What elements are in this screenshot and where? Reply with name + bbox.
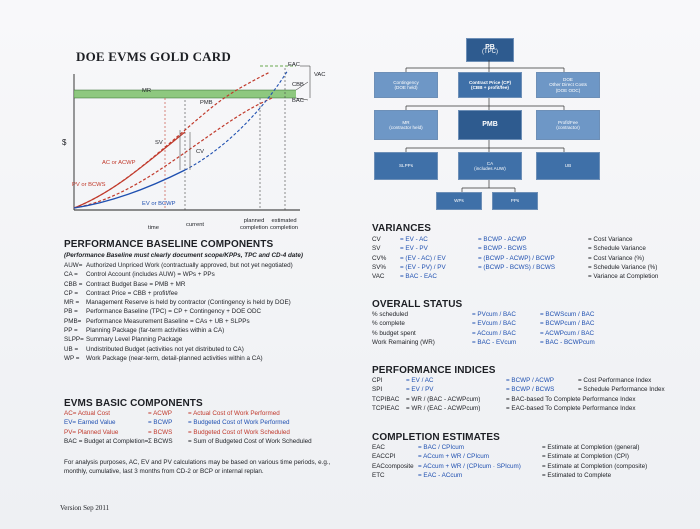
pbc-row: PP = Planning Package (far-term activities within a CA) (64, 327, 225, 335)
variance-row: VAC = BAC - EAC = Variance at Completion (372, 273, 659, 281)
cbb-label: CBB (292, 82, 304, 88)
basic-heading: EVMS BASIC COMPONENTS (64, 398, 203, 409)
ev-label: EV or BCWP (142, 201, 176, 207)
sv-label: SV (155, 140, 163, 146)
index-row: TCPIBAC = WR / (BAC - ACWPcum) = BAC-based To Complete Performance Index (372, 395, 636, 403)
variance-row: SV = EV - PV = BCWP - BCWS = Schedule Variance (372, 245, 646, 253)
pv-curve (74, 98, 272, 208)
org-pmb: PMB (458, 110, 522, 140)
completion-row: ETC = EAC - ACcum = Estimated to Complete (372, 471, 612, 479)
pbc-row: PMB= Performance Measurement Baseline = CAs + UB + SLPPs (64, 317, 250, 325)
basic-row: EV= Earned Value = BCWP = Budgeted Cost of Work Performed (64, 419, 290, 427)
pbc-row: CA = Control Account (includes AUW) = WPs + PPs (64, 271, 215, 279)
org-profit: Profit/Fee (contractor) (536, 110, 600, 140)
overall-row: Work Remaining (WR) = BAC - EVcum = BAC - BCWPcum (372, 338, 595, 346)
variance-row: CV = EV - AC = BCWP - ACWP = Cost Variance (372, 236, 633, 243)
completion-row: EACcomposite = ACcum + WR / (CPIcum · SPIcum) = Estimate at Completion (composite) (372, 462, 648, 470)
page-title: DOE EVMS GOLD CARD (76, 49, 231, 64)
pbc-row: WP = Work Package (near-term, detail-planned activities within a CA) (64, 354, 263, 362)
pbc-row: MR = Management Reserve is held by contractor (Contingency is held by DOE) (64, 299, 291, 307)
time-label: time (148, 225, 159, 231)
variance-row: CV% = (EV - AC) / EV = (BCWP - ACWP) / BCWP = Cost Variance (%) (372, 254, 645, 262)
cv-label: CV (196, 149, 205, 155)
pbc-row: AUW= Authorized Unpriced Work (contractually approved, but not yet negotiated) (64, 262, 293, 269)
org-pps: PPs (492, 192, 538, 210)
basic-row: BAC = Budget at Completion=Σ BCWS = Sum of Budgeted Cost of Work Scheduled (64, 437, 312, 445)
overall-row: % budget spent = ACcum / BAC = ACWPcum / BAC (372, 329, 595, 337)
pbc-row: CBB = Contract Budget Base = PMB + MR (64, 280, 186, 288)
org-wps: WPs (436, 192, 482, 210)
completion-heading: COMPLETION ESTIMATES (372, 432, 500, 443)
variance-row: SV% = (EV - PV) / PV = (BCWP - BCWS) / BCWS = Schedule Variance (%) (372, 263, 658, 271)
dollar-label: $ (62, 138, 67, 147)
planned-label: planned completion (240, 218, 269, 231)
completion-list (372, 443, 647, 480)
pbc-row: UB = Undistributed Budget (activities not yet distributed to CA) (64, 345, 244, 353)
org-doe-odc: DOE Other Direct Costs (DOE ODC) (536, 72, 600, 98)
pbc-row: SLPP= Summary Level Planning Package (64, 336, 183, 344)
index-row: TCPIEAC = WR / (EAC - ACWPcum) = EAC-based To Complete Performance Index (372, 404, 636, 412)
mr-label: MR (142, 88, 152, 94)
pbc-list (64, 261, 293, 363)
pmb-label: PMB (200, 100, 213, 106)
basic-row: PV= Planned Value = BCWS = Budgeted Cost of Work Scheduled (64, 428, 290, 436)
overall-list (372, 310, 595, 347)
basic-list (64, 409, 312, 446)
overall-row: % complete = EVcum / BAC = BCWPcum / BAC (372, 320, 595, 328)
org-mr: MR (contractor held) (374, 110, 438, 140)
mr-band (74, 90, 296, 98)
pbc-row: PB = Performance Baseline (TPC) = CP + Contingency + DOE ODC (64, 308, 262, 316)
pv-label: PV or BCWS (72, 182, 106, 188)
vac-label: VAC (314, 72, 326, 78)
pbc-row: CP = Contract Price = CBB + profit/fee (64, 289, 178, 297)
basic-footnote: For analysis purposes, AC, EV and PV calculations may be based on various time periods, e.g., monthly, cumulative, last 3 months from CD-2 or BCP or internal replan. (64, 459, 331, 476)
completion-row: EACCPI = ACcum + WR / CPIcum = Estimate at Completion (CPI) (372, 453, 629, 461)
org-ub: UB (536, 152, 600, 180)
variances-list (372, 235, 658, 281)
org-cp: Contract Price (CP) (CBB + profit/fee) (458, 72, 522, 98)
ac-label: AC or ACWP (102, 160, 136, 166)
basic-row: AC= Actual Cost = ACWP = Actual Cost of Work Performed (64, 410, 280, 417)
eac-label: EAC (288, 62, 300, 68)
pbc-subtitle: (Performance Baseline must clearly document scope/KPPs, TPC and CD-4 date) (64, 252, 304, 259)
index-row: CPI = EV / AC = BCWP / ACWP = Cost Performance Index (372, 377, 652, 384)
variances-heading: VARIANCES (372, 223, 432, 234)
org-ca: CA (includes AUW) (458, 152, 522, 180)
overall-row: % scheduled = PVcum / BAC = BCWScum / BAC (372, 311, 595, 318)
pbc-heading: PERFORMANCE BASELINE COMPONENTS (64, 239, 274, 250)
current-label: current (186, 222, 205, 228)
indices-heading: PERFORMANCE INDICES (372, 365, 496, 376)
index-row: SPI = EV / PV = BCWP / BCWS = Schedule Performance Index (372, 386, 665, 394)
indices-list (372, 376, 665, 413)
bac-label: BAC (292, 98, 304, 104)
org-pb: PB (TPC) (466, 38, 514, 62)
org-slpps: SLPPs (374, 152, 438, 180)
completion-row: EAC = BAC / CPIcum = Estimate at Completion (general) (372, 444, 640, 451)
version-label: Version Sep 2011 (60, 504, 110, 512)
estimated-label: estimated completion (270, 218, 299, 231)
org-contingency: Contingency (DOE held) (374, 72, 438, 98)
overall-heading: OVERALL STATUS (372, 299, 463, 310)
